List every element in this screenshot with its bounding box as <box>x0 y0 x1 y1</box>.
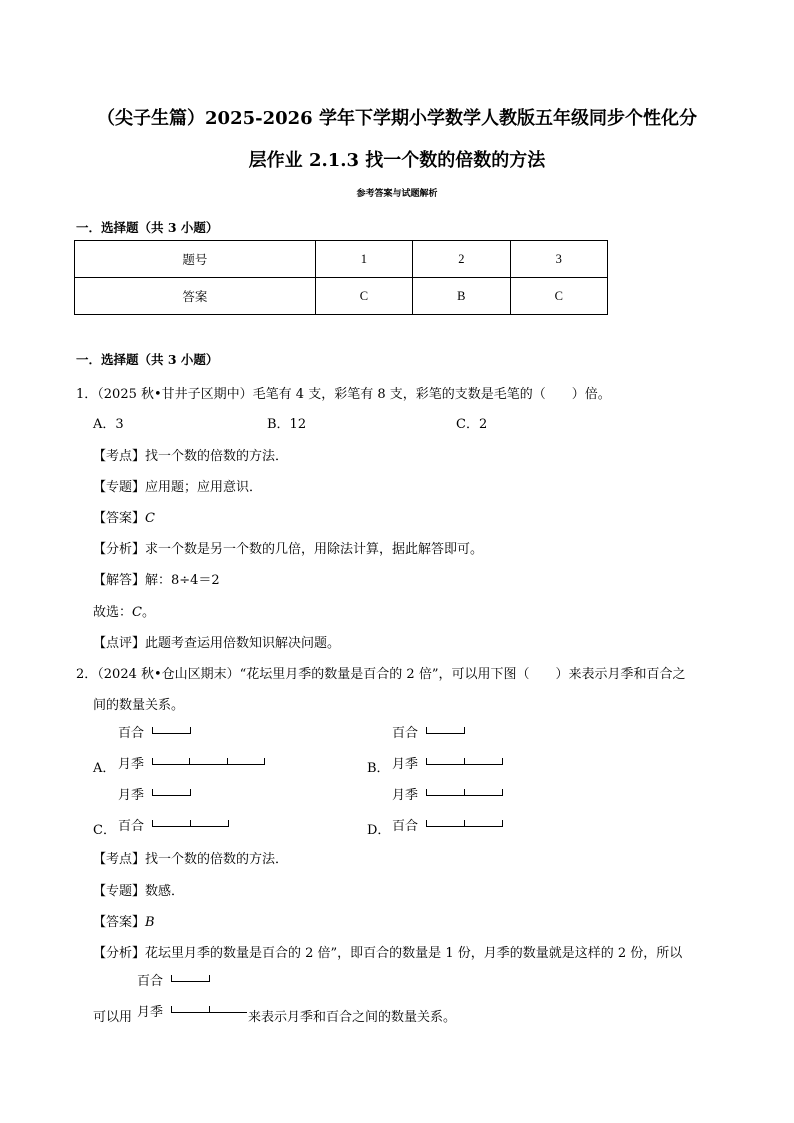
q1-fenxi: 【分析】求一个数是另一个数的几倍，用除法计算，据此解答即可。 <box>93 542 484 557</box>
q2-answer-label: 【答案】 <box>93 915 146 930</box>
q1-jieda: 【解答】解：8÷4＝2 <box>93 573 220 588</box>
q2-fenxi: 【分析】花坛里月季的数量是百合的 2 倍”，即百合的数量是 1 份，月季的数量就是这样的 2 份，所以 <box>93 946 683 961</box>
q1-option-a: A．3 <box>93 417 124 432</box>
diagram-b-yueji-label: 月季 <box>392 757 419 772</box>
q1-dianping: 【点评】此题考查运用倍数知识解决问题。 <box>93 636 341 651</box>
diagram-a-baihe-label: 百合 <box>118 726 145 741</box>
q1-guxuan-value: C <box>132 605 142 620</box>
q1-guxuan-end: 。 <box>141 605 155 620</box>
q1-guxuan-label: 故选： <box>93 605 133 620</box>
q2-option-a: A． <box>93 761 116 776</box>
diagram-b-baihe-label: 百合 <box>392 726 419 741</box>
table-cell: 2 <box>413 241 510 278</box>
diagram-d-baihe-label: 百合 <box>392 819 419 834</box>
q1-answer <box>93 507 155 526</box>
analysis-baihe-label: 百合 <box>137 974 164 989</box>
q1-kaodian: 【考点】找一个数的倍数的方法． <box>93 449 289 464</box>
table-cell: 题号 <box>75 241 316 278</box>
section-heading-1: 一．选择题（共 3 小题） <box>76 220 219 235</box>
table-row <box>75 241 608 278</box>
q1-stem: 1．（2025 秋•甘井子区期中）毛笔有 4 支，彩笔有 8 支，彩笔的支数是毛笔的（ ）倍。 <box>76 387 611 402</box>
section-heading-2: 一．选择题（共 3 小题） <box>76 352 219 367</box>
q2-zhuanti: 【专题】数感． <box>93 884 185 899</box>
q2-fenxi-post: 来表示月季和百合之间的数量关系。 <box>248 1010 457 1025</box>
q2-option-c: C． <box>93 823 116 838</box>
q2-answer <box>93 911 155 930</box>
q1-option-c: C．2 <box>456 417 488 432</box>
q1-guxuan <box>93 601 155 620</box>
q1-zhuanti: 【专题】应用题；应用意识． <box>93 480 263 495</box>
q1-answer-label: 【答案】 <box>93 511 146 526</box>
q2-stem-line1: 2．（2024 秋•仓山区期末）“花坛里月季的数量是百合的 2 倍”，可以用下图（ ）来表示月季和百合之 <box>76 667 686 682</box>
q2-answer-value: B <box>145 915 155 930</box>
q2-fenxi-pre: 可以用 <box>93 1010 133 1025</box>
q2-option-b: B． <box>367 761 390 776</box>
table-cell: C <box>510 278 607 315</box>
answer-table <box>74 240 608 315</box>
q1-option-b: B．12 <box>267 417 307 432</box>
diagram-c-yueji-label: 月季 <box>118 788 145 803</box>
table-cell: 3 <box>510 241 607 278</box>
diagram-c-baihe-label: 百合 <box>118 819 145 834</box>
q2-stem-line2: 间的数量关系。 <box>93 698 185 713</box>
diagram-a-yueji-label: 月季 <box>118 757 145 772</box>
document-subtitle: 参考答案与试题解析 <box>356 189 438 199</box>
table-row <box>75 278 608 315</box>
q1-answer-value: C <box>145 511 155 526</box>
document-title-line1: （尖子生篇）2025-2026 学年下学期小学数学人教版五年级同步个性化分 <box>97 108 697 129</box>
q2-option-d: D． <box>367 823 391 838</box>
table-cell: C <box>315 278 412 315</box>
table-cell: 答案 <box>75 278 316 315</box>
q2-kaodian: 【考点】找一个数的倍数的方法． <box>93 852 289 867</box>
analysis-yueji-label: 月季 <box>137 1005 164 1020</box>
document-title-line2: 层作业 2.1.3 找一个数的倍数的方法 <box>248 150 546 171</box>
table-cell: B <box>413 278 510 315</box>
table-cell: 1 <box>315 241 412 278</box>
diagram-d-yueji-label: 月季 <box>392 788 419 803</box>
